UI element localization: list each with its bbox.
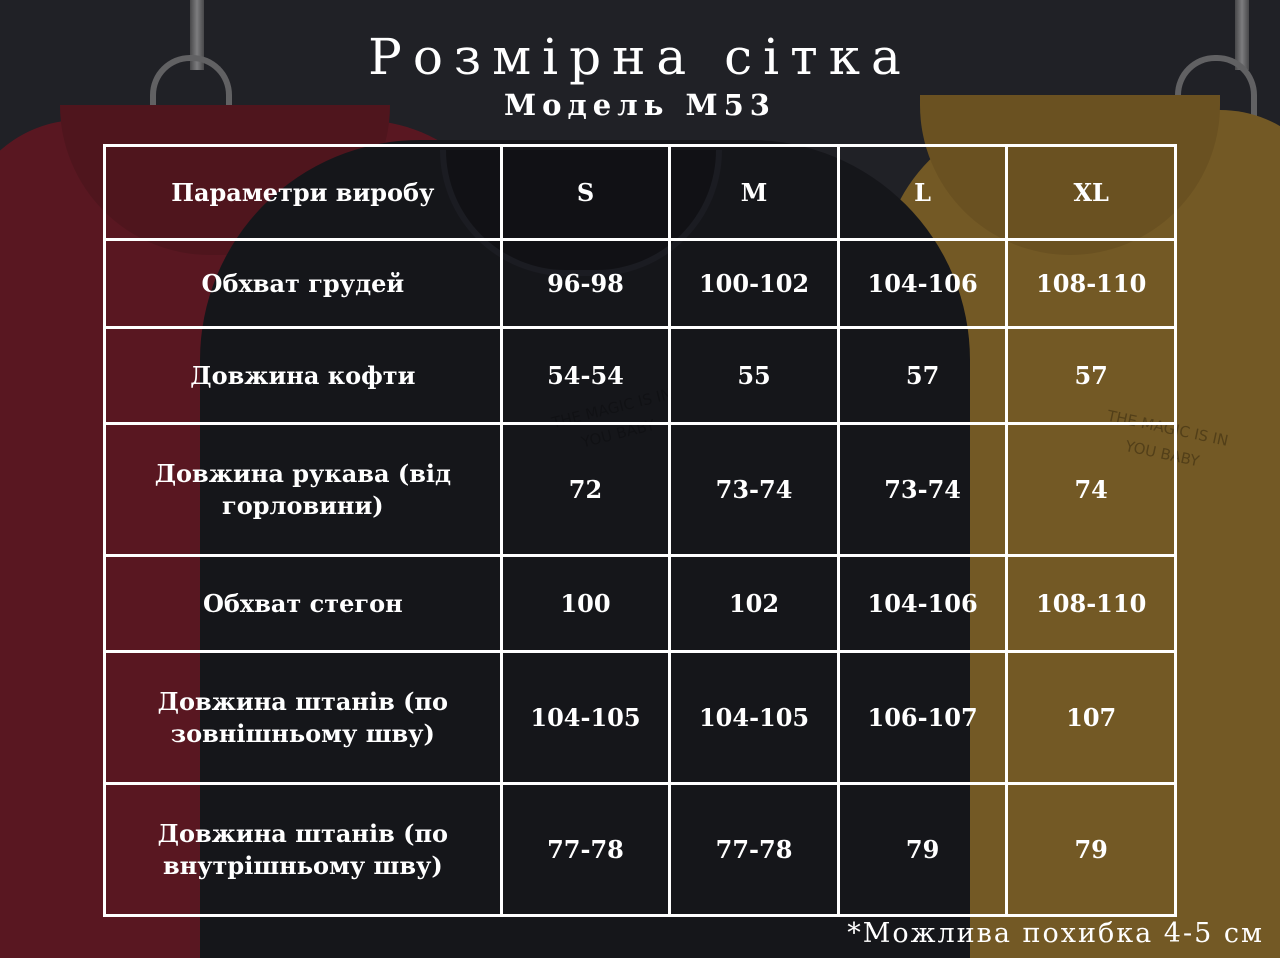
size-value: 54-54	[501, 328, 670, 424]
parameter-label: Довжина штанів (по зовнішньому шву)	[105, 652, 502, 784]
size-value: 74	[1007, 424, 1176, 556]
model-subtitle: Модель М53	[504, 88, 776, 122]
size-value: 77-78	[670, 784, 839, 916]
size-value: 96-98	[501, 240, 670, 328]
header-size-l: L	[838, 146, 1007, 240]
table-row	[105, 424, 1176, 556]
size-value: 102	[670, 556, 839, 652]
header-size-xl: XL	[1007, 146, 1176, 240]
size-value: 104-106	[838, 556, 1007, 652]
size-chart-table	[103, 144, 1177, 917]
size-value: 106-107	[838, 652, 1007, 784]
size-value: 79	[838, 784, 1007, 916]
garment-print: THE MAGIC IS IN YOU BABY	[549, 384, 674, 452]
header-size-m: M	[670, 146, 839, 240]
parameter-label: Довжина штанів (по внутрішньому шву)	[105, 784, 502, 916]
parameter-label: Довжина кофти	[105, 328, 502, 424]
table-row	[105, 240, 1176, 328]
table-row	[105, 328, 1176, 424]
size-value: 55	[670, 328, 839, 424]
size-value: 72	[501, 424, 670, 556]
size-value: 100	[501, 556, 670, 652]
size-value: 77-78	[501, 784, 670, 916]
header-parameters: Параметри виробу	[105, 146, 502, 240]
garment-print: THE MAGIC IS IN YOU BABY	[1105, 406, 1230, 471]
tolerance-note: *Можлива похибка 4-5 см	[847, 918, 1264, 949]
parameter-label: Довжина рукава (від горловини)	[105, 424, 502, 556]
table-row	[105, 556, 1176, 652]
size-value: 73-74	[838, 424, 1007, 556]
size-value: 108-110	[1007, 240, 1176, 328]
table-row	[105, 784, 1176, 916]
size-value: 57	[838, 328, 1007, 424]
size-value: 79	[1007, 784, 1176, 916]
size-value: 104-105	[501, 652, 670, 784]
parameter-label: Обхват стегон	[105, 556, 502, 652]
size-value: 104-105	[670, 652, 839, 784]
size-value: 100-102	[670, 240, 839, 328]
table-header-row	[105, 146, 1176, 240]
page-title: Розмірна сітка	[368, 28, 912, 86]
parameter-label: Обхват грудей	[105, 240, 502, 328]
size-value: 104-106	[838, 240, 1007, 328]
size-value: 107	[1007, 652, 1176, 784]
size-value: 57	[1007, 328, 1176, 424]
table-row	[105, 652, 1176, 784]
size-value: 108-110	[1007, 556, 1176, 652]
size-value: 73-74	[670, 424, 839, 556]
header-size-s: S	[501, 146, 670, 240]
